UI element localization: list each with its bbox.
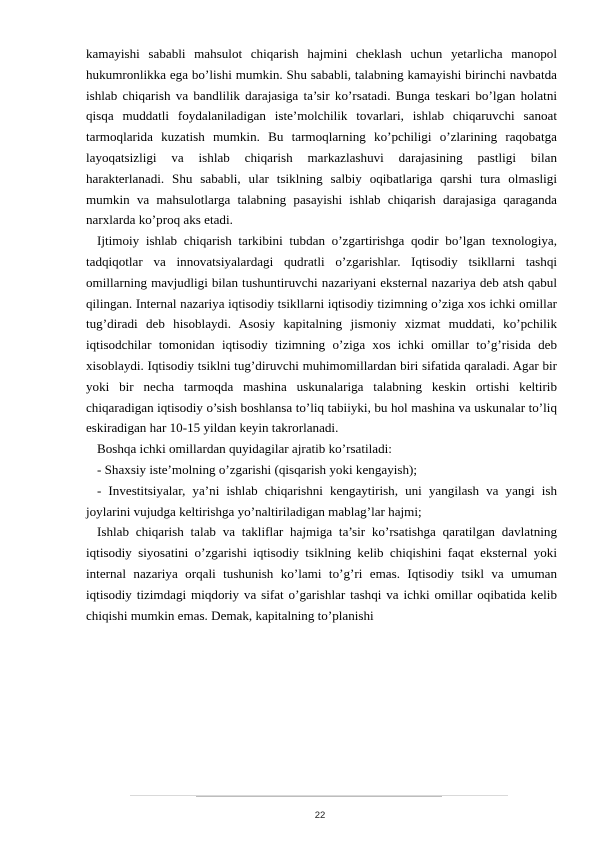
- paragraph-continuation: kamayishi sababli mahsulot chiqarish hajmini cheklash uchun yetarlicha manopol hukumronlikka ega bo’lishi mumkin. Shu sababli, talabning kamayishi birinchi navbatda ishlab chiqarish va bandlilik darajasiga ta’sir ko’rsatadi. Bunga teskari bo’lgan holatni qisqa muddatli foydalaniladigan iste’molchilik tovarlari, ishlab chiqaruvchi sanoat tarmoqlarida kuzatish mumkin. Bu tarmoqlarning ko’pchiligi o’zlarining raqobatga layoqatsizligi va ishlab chiqarish markazlashuvi darajasining pastligi bilan harakterlanadi. Shu sababli, ular tsiklning salbiy oqibatlariga qarshi tura olmasligi mumkin va mahsulotlarga talabning pasayishi ishlab chiqarish darajasiga qaraganda narxlarda ko’proq aks etadi.: [86, 46, 557, 228]
- list-item-investments: - Investitsiyalar, ya’ni ishlab chiqarishni kengaytirish, uni yangilash va yangi ish joylarini vujudga keltirishga yo’naltiriladigan mablag’lar hajmi;: [86, 482, 557, 519]
- footer-divider-inner: [196, 796, 442, 797]
- paragraph-internal-factors-intro: Boshqa ichki omillardan quyidagilar ajratib ko’rsatiladi:: [97, 441, 392, 457]
- paragraph-technology: Ijtimoiy ishlab chiqarish tarkibini tubdan o’zgartirishga qodir bo’lgan texnologiya, tadqiqotlar va innovatsiyalardagi qudratli o’zgarishlar. Iqtisodiy tsikllarni tashqi omillarning mavjudligi bilan tushuntiruvchi nazariyani eksternal nazariya deb atsh qabul qilingan. Internal nazariya iqtisodiy tsikllarni iqtisodiy tizimning o’ziga xos ichki omillar tug’diradi deb hisoblaydi. Asosiy kapitalning jismoniy xizmat muddati, ko’pchilik iqtisodchilar tomonidan iqtisodiy tizimning o’ziga xos ichki omillar to’g’risida deb xisoblaydi. Iqtisodiy tsiklni tug’diruvchi muhimomillardan biri sifatida qaraladi. Agar bir yoki bir necha tarmoqda mashina uskunalariga talabning keskin ortishi keltirib chiqaradigan iqtisodiy o’sish boshlansa to’liq tabiiyki, bu hol mashina va uskunalar to’liq eskiradigan har 10-15 yildan keyin takrorlanadi.: [86, 233, 557, 436]
- paragraph-economic-policy: Ishlab chiqarish talab va takliflar hajmiga ta’sir ko’rsatishga qaratilgan davlatning iqtisodiy siyosatini o’zgarishi iqtisodiy tsiklning kelib chiqishini faqat eksternal yoki internal nazariya orqali tushunish ko’lami to’g’ri emas. Iqtisodiy tsikl va umuman iqtisodiy tizimdagi miqdoriy va sifat o’garishlar tashqi va ichki omillar oqibatida kelib chiqishi mumkin emas. Demak, kapitalning to’planishi: [86, 524, 557, 623]
- body-text: [86, 44, 557, 626]
- page-number: 22: [314, 810, 326, 821]
- list-item-consumption: - Shaxsiy iste’molning o’zgarishi (qisqarish yoki kengayish);: [97, 461, 418, 477]
